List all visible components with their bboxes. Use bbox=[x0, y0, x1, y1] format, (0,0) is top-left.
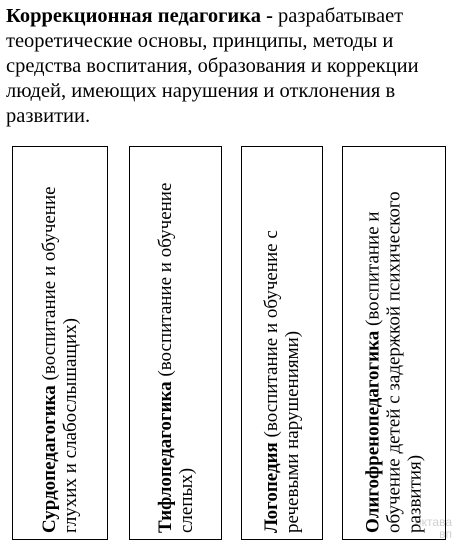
branch-box-logopedia bbox=[241, 146, 323, 540]
branch-description: (воспитание и обучение с речевыми нарушениями) bbox=[261, 230, 303, 533]
branch-description: (воспитание и обучение слепых) bbox=[154, 182, 197, 533]
watermark-line: вп bbox=[439, 527, 452, 541]
branch-description: (воспитание и обучение глухих и слабослышащих) bbox=[39, 186, 81, 533]
watermark-line: октава bbox=[414, 515, 452, 529]
branch-box-surdopedagogy bbox=[12, 146, 108, 540]
branch-term: Тифлопедагогика bbox=[154, 381, 176, 533]
branch-text bbox=[39, 153, 81, 533]
branch-text bbox=[363, 153, 426, 533]
branch-term: Логопедия bbox=[261, 442, 282, 533]
branch-box-tiflopedagogy bbox=[129, 146, 222, 540]
branch-text bbox=[155, 153, 197, 533]
branch-term: Олигофренопедагогика bbox=[362, 330, 384, 533]
branch-term: Сурдопедагогика bbox=[39, 385, 60, 533]
branch-description: (воспитание и обучение детей с задержкой психического развития) bbox=[362, 191, 426, 533]
intro-paragraph bbox=[6, 4, 452, 129]
branch-box-oligophrenopedagogy bbox=[342, 146, 446, 540]
watermark-logo bbox=[415, 516, 452, 540]
intro-definition: разрабатывает теоретические основы, принципы, методы и средства воспитания, образования и коррекции людей, имеющих нарушения и отклонения в развитии. bbox=[6, 5, 419, 127]
intro-term: Коррекционная педагогика - bbox=[6, 5, 273, 27]
branch-text bbox=[261, 153, 303, 533]
